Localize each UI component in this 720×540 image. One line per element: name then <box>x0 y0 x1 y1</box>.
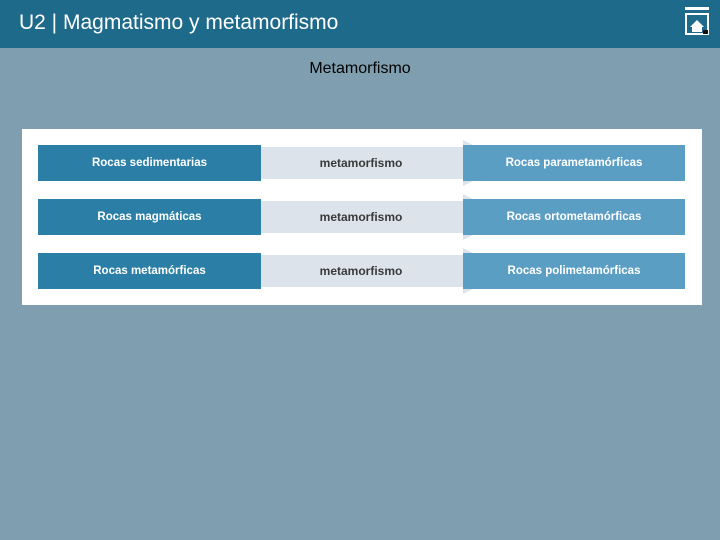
source-box: Rocas metamórficas <box>38 253 261 289</box>
process-label: metamorfismo <box>319 156 403 170</box>
process-label: metamorfismo <box>319 210 403 224</box>
slide-subtitle <box>0 60 720 78</box>
result-box: Rocas ortometamórficas <box>463 199 685 235</box>
slide-title: U2 | Magmatismo y metamorfismo <box>19 11 339 34</box>
source-box: Rocas sedimentarias <box>38 145 261 181</box>
source-box: Rocas magmáticas <box>38 199 261 235</box>
result-box: Rocas polimetamórficas <box>463 253 685 289</box>
book-house-icon <box>684 5 710 37</box>
result-box: Rocas parametamórficas <box>463 145 685 181</box>
diagram-row-magmatic <box>38 199 688 235</box>
slide-header <box>0 0 720 48</box>
diagram-row-metamorphic <box>38 253 688 289</box>
slide-subtitle-text: Metamorfismo <box>309 60 411 77</box>
process-label: metamorfismo <box>319 264 403 278</box>
diagram-row-sedimentary <box>38 145 688 181</box>
metamorphism-diagram <box>22 129 702 305</box>
